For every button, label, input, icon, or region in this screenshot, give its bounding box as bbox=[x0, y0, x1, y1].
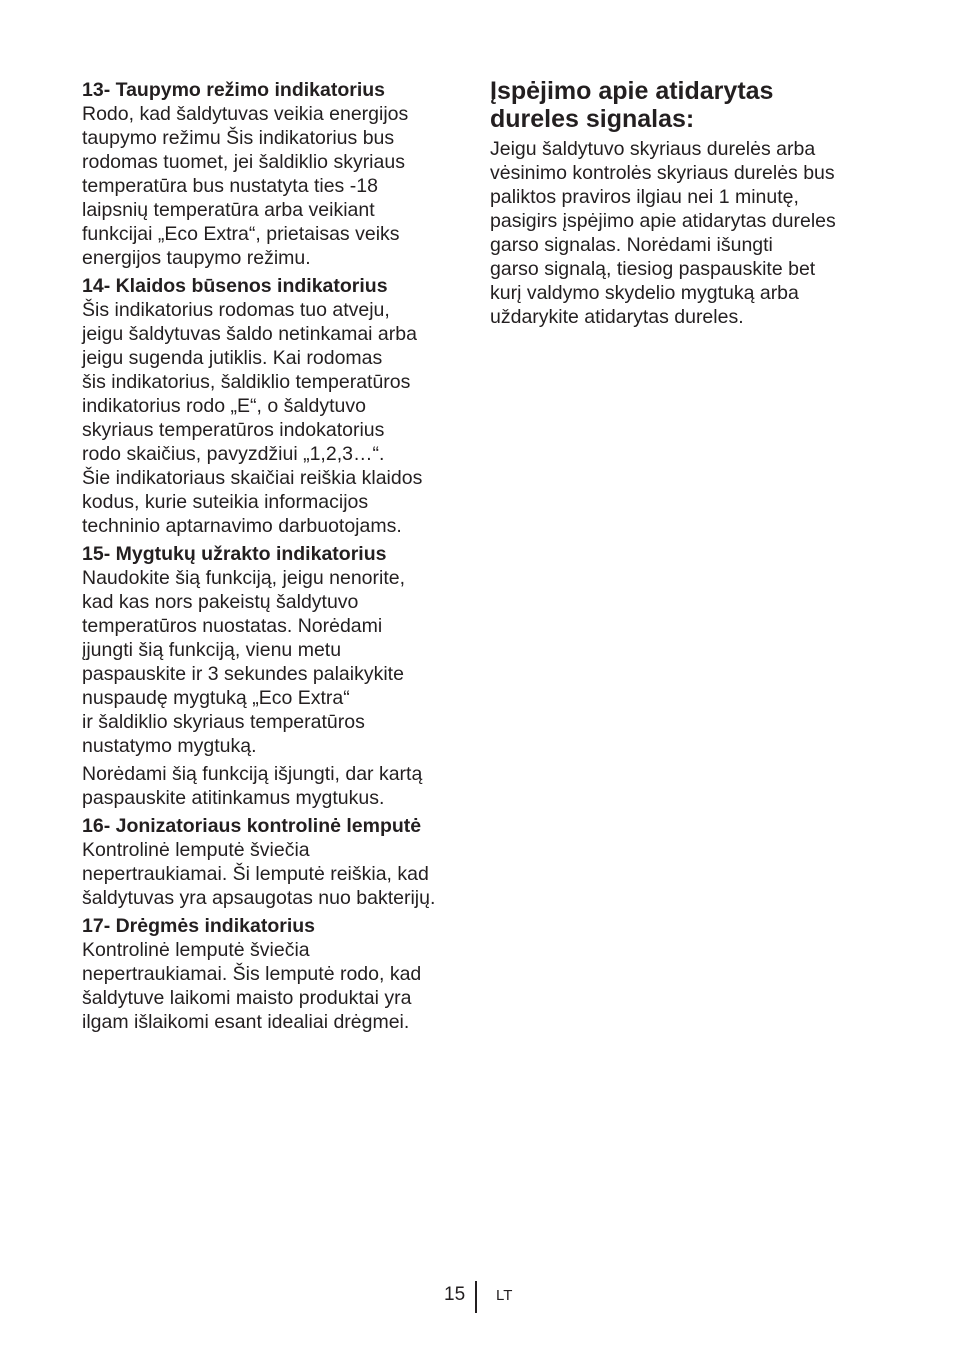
section-paragraph: Kontrolinė lemputė šviečia nepertraukiamai. Ši lemputė reiškia, kad šaldytuvas yra apsaugotas nuo bakterijų. bbox=[82, 839, 436, 909]
section-paragraph: Naudokite šią funkciją, jeigu nenorite, kad kas nors pakeistų šaldytuvo temperatūros nuostatas. Norėdami įjungti šią funkciją, vienu metu paspauskite ir 3 sekundes palaikykite nuspaudę mygtuką „Eco Extra“ ir šaldiklio skyriaus temperatūros nustatymo mygtuką. bbox=[82, 567, 406, 757]
section-title: 15- Mygtukų užrakto indikatorius bbox=[82, 543, 387, 565]
section-title: 14- Klaidos būsenos indikatorius bbox=[82, 275, 388, 297]
section-16 bbox=[82, 814, 472, 910]
section-paragraph: Norėdami šią funkciją išjungti, dar kartą paspauskite atitinkamus mygtukus. bbox=[82, 763, 423, 809]
section-paragraph: Šis indikatorius rodomas tuo atveju, jeigu šaldytuvas šaldo netinkamai arba jeigu sugenda jutiklis. Kai rodomas šis indikatorius, šaldiklio temperatūros indikatorius rodo „E“, o šaldytuvo skyriaus temperatūros indokatorius rodo skaičius, pavyzdžiui „1,2,3…“. Šie indikatoriaus skaičiai reiškia klaidos kodus, kurie suteikia informacijos techninio aptarnavimo darbuotojams. bbox=[82, 299, 423, 537]
page-footer bbox=[0, 1281, 954, 1315]
language-code: LT bbox=[496, 1287, 513, 1304]
section-paragraph: Kontrolinė lemputė šviečia nepertraukiamai. Šis lemputė rodo, kad šaldytuve laikomi maisto produktai yra ilgam išlaikomi esant idealiai drėgmei. bbox=[82, 939, 422, 1033]
right-column bbox=[490, 77, 870, 329]
section-15 bbox=[82, 542, 472, 810]
footer-divider bbox=[475, 1281, 477, 1313]
left-column bbox=[82, 78, 472, 1038]
section-14 bbox=[82, 274, 472, 538]
section-title: 17- Drėgmės indikatorius bbox=[82, 915, 315, 937]
door-alarm-paragraph: Jeigu šaldytuvo skyriaus durelės arba vėsinimo kontrolės skyriaus durelės bus paliktos praviros ilgiau nei 1 minutę, pasigirs įspėjimo apie atidarytas dureles garso signalas. Norėdami išungti garso signalą, tiesiog paspauskite bet kurį valdymo skydelio mygtuką arba uždarykite atidarytas dureles. bbox=[490, 138, 836, 328]
page-number: 15 bbox=[444, 1284, 466, 1305]
section-paragraph: Rodo, kad šaldytuvas veikia energijos taupymo režimu Šis indikatorius bus rodomas tuomet, jei šaldiklio skyriaus temperatūra bus nustatyta ties -18 laipsnių temperatūra arba veikiant funkcijai „Eco Extra“, prietaisas veiks energijos taupymo režimu. bbox=[82, 103, 409, 269]
section-17 bbox=[82, 914, 472, 1034]
section-13 bbox=[82, 78, 472, 270]
section-title: 13- Taupymo režimo indikatorius bbox=[82, 79, 386, 101]
door-alarm-heading: Įspėjimo apie atidarytas dureles signalas: bbox=[490, 77, 774, 133]
section-title: 16- Jonizatoriaus kontrolinė lemputė bbox=[82, 815, 422, 837]
